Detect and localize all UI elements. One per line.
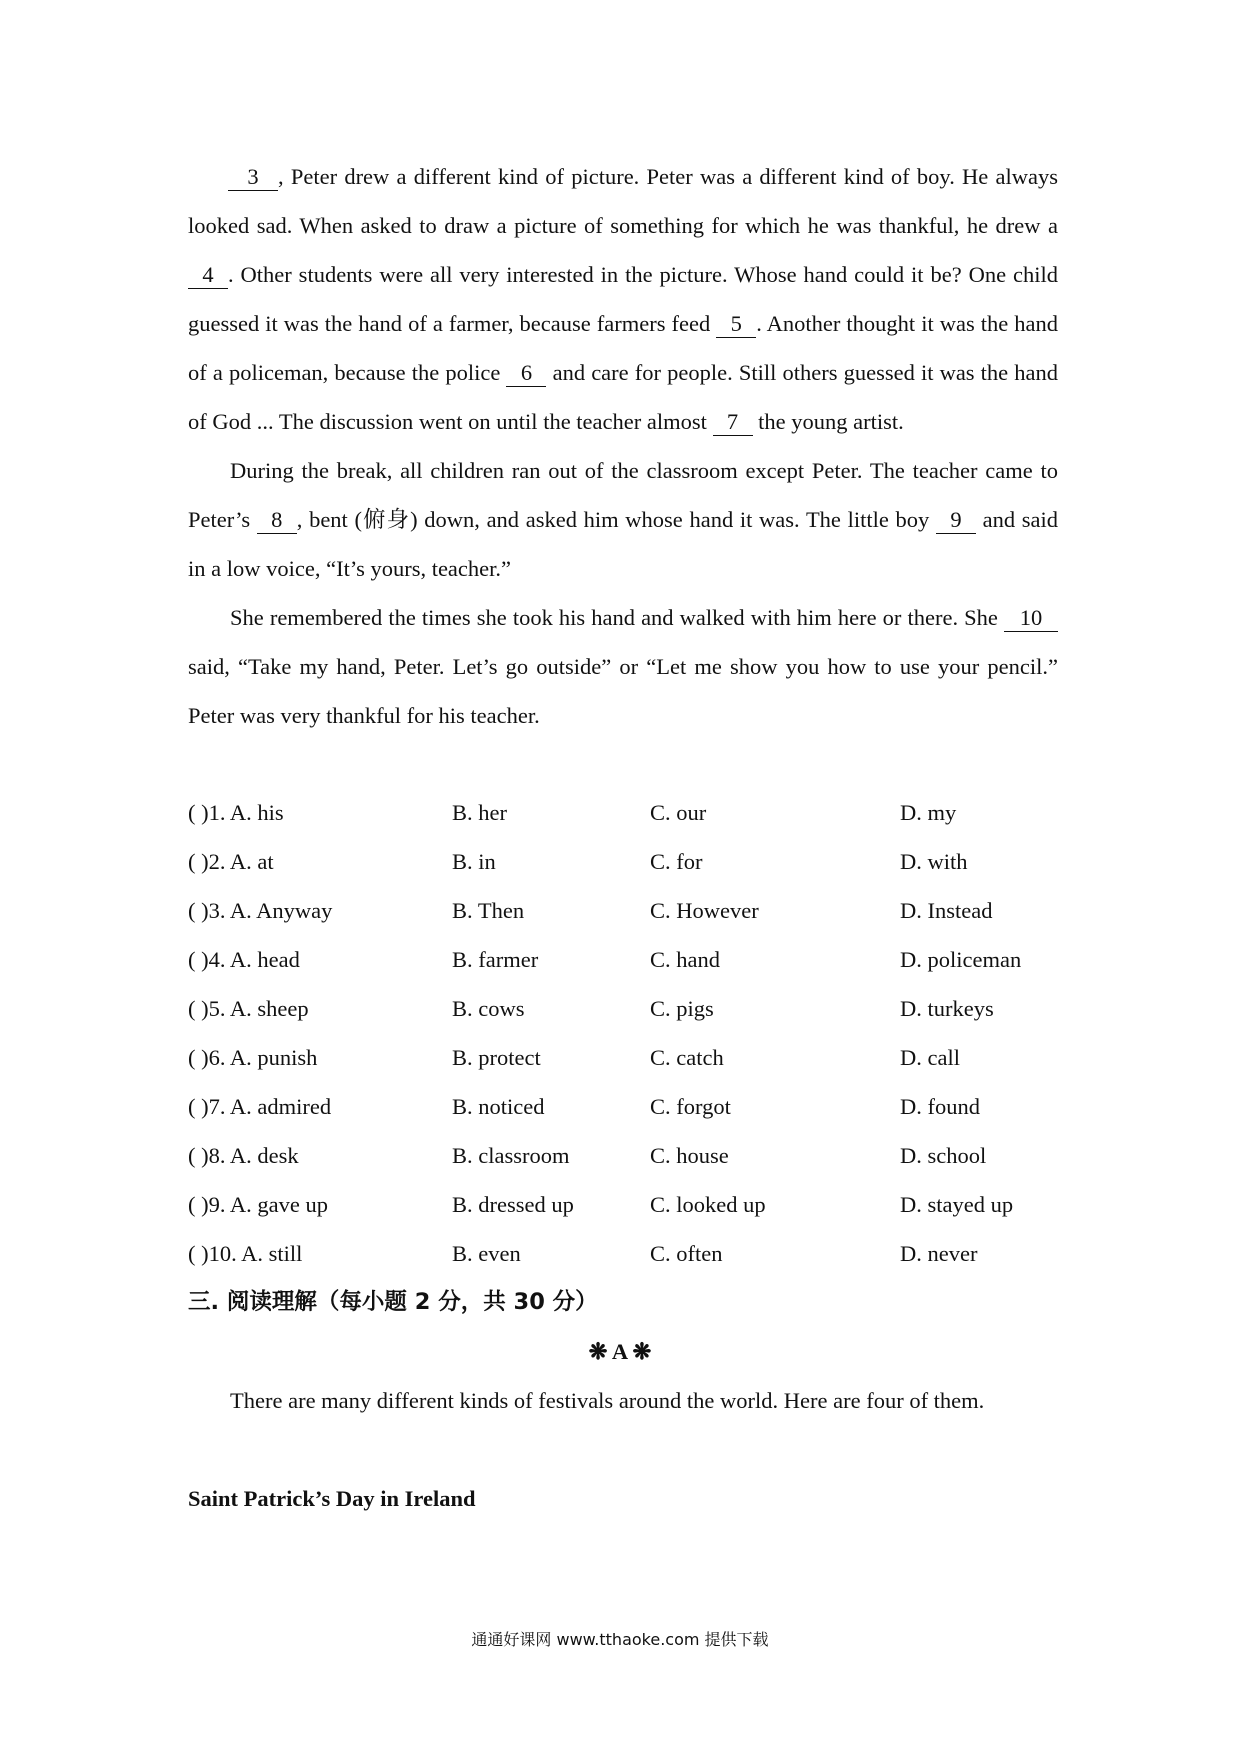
page-footer: 通通好课网 www.tthaoke.com 提供下载: [471, 1630, 769, 1649]
option-b: B. even: [452, 1241, 521, 1266]
option-b: B. cows: [452, 996, 525, 1021]
option-a: ( )6. A. punish: [188, 1045, 318, 1070]
option-row: [188, 1082, 1068, 1131]
option-d: D. never: [900, 1241, 978, 1266]
option-c: C. pigs: [650, 996, 714, 1021]
passage-paragraph-3: [188, 593, 1058, 740]
option-c: C. forgot: [650, 1094, 731, 1119]
passage-text: , Peter drew a different kind of picture. Peter was a different kind of boy. He always looked sad. When asked to draw a picture of something for which he was thankful, he drew a: [188, 164, 1058, 238]
blank-5: 5: [716, 311, 756, 338]
option-d: D. call: [900, 1045, 960, 1070]
option-c: C. house: [650, 1143, 729, 1168]
blank-6: 6: [506, 360, 546, 387]
festival-heading: Saint Patrick’s Day in Ireland: [188, 1486, 476, 1511]
option-a: ( )5. A. sheep: [188, 996, 309, 1021]
passage-text: said, “Take my hand, Peter. Let’s go outside” or “Let me show you how to use your pencil.” Peter was very thankful for his teacher.: [188, 654, 1058, 728]
cloze-passage: [188, 152, 1058, 740]
option-b: B. her: [452, 800, 507, 825]
blank-10: 10: [1004, 605, 1058, 632]
option-row: [188, 1180, 1068, 1229]
option-c: C. our: [650, 800, 707, 825]
passage-text: and said in a low voice, “It’s yours, teacher.”: [188, 507, 1059, 581]
option-row: [188, 984, 1068, 1033]
answer-options: [188, 788, 1068, 1278]
option-c: C. hand: [650, 947, 720, 972]
option-c: C. often: [650, 1241, 723, 1266]
blank-7: 7: [713, 409, 753, 436]
option-c: C. looked up: [650, 1192, 766, 1217]
option-row: [188, 1033, 1068, 1082]
passage-text: . Other students were all very interested in the picture. Whose hand could it be? One child guessed it was the hand of a farmer, because farmers feed: [188, 262, 1058, 336]
blank-3: 3: [228, 164, 278, 191]
reading-intro: [188, 1376, 1058, 1425]
passage-text: , bent (俯身) down, and asked him whose hand it was. The little boy: [296, 507, 930, 532]
option-a: ( )3. A. Anyway: [188, 898, 333, 923]
option-c: C. However: [650, 898, 759, 923]
blank-8: 8: [257, 507, 297, 534]
passage-text: and care for people. Still others guessed it was the hand of God ... The discussion went on until the teacher almost: [188, 360, 1059, 434]
option-a: ( )10. A. still: [188, 1241, 303, 1266]
option-b: B. in: [452, 849, 496, 874]
option-b: B. dressed up: [452, 1192, 574, 1217]
passage-label: ❋ A ❋: [588, 1339, 652, 1364]
option-row: [188, 1131, 1068, 1180]
option-d: D. school: [900, 1143, 987, 1168]
option-a: ( )1. A. his: [188, 800, 284, 825]
option-row: [188, 886, 1068, 935]
option-d: D. found: [900, 1094, 980, 1119]
option-d: D. my: [900, 800, 957, 825]
option-row: [188, 1229, 1068, 1278]
option-b: B. farmer: [452, 947, 539, 972]
intro-paragraph: There are many different kinds of festivals around the world. Here are four of them.: [230, 1388, 985, 1413]
option-row: [188, 837, 1068, 886]
section-title: 三. 阅读理解（每小题 2 分，共 30 分）: [188, 1289, 598, 1315]
option-c: C. catch: [650, 1045, 724, 1070]
passage-text: the young artist.: [758, 409, 904, 434]
option-c: C. for: [650, 849, 703, 874]
option-row: [188, 935, 1068, 984]
option-b: B. Then: [452, 898, 525, 923]
option-d: D. Instead: [900, 898, 993, 923]
option-a: ( )7. A. admired: [188, 1094, 332, 1119]
option-d: D. policeman: [900, 947, 1022, 972]
passage-paragraph-2: [188, 446, 1058, 593]
option-a: ( )9. A. gave up: [188, 1192, 328, 1217]
passage-paragraph-1: [188, 152, 1058, 446]
blank-9: 9: [936, 507, 976, 534]
option-a: ( )4. A. head: [188, 947, 300, 972]
passage-text: During the break, all children ran out of the classroom except Peter. The teacher came to Peter’s: [188, 458, 1058, 532]
option-d: D. with: [900, 849, 968, 874]
option-row: [188, 788, 1068, 837]
option-d: D. turkeys: [900, 996, 994, 1021]
option-b: B. classroom: [452, 1143, 570, 1168]
option-d: D. stayed up: [900, 1192, 1014, 1217]
blank-4: 4: [188, 262, 228, 289]
option-b: B. protect: [452, 1045, 541, 1070]
passage-text: . Another thought it was the hand of a policeman, because the police: [188, 311, 1058, 385]
passage-text: She remembered the times she took his hand and walked with him here or there. She: [230, 605, 998, 630]
option-a: ( )8. A. desk: [188, 1143, 299, 1168]
option-b: B. noticed: [452, 1094, 545, 1119]
option-a: ( )2. A. at: [188, 849, 274, 874]
